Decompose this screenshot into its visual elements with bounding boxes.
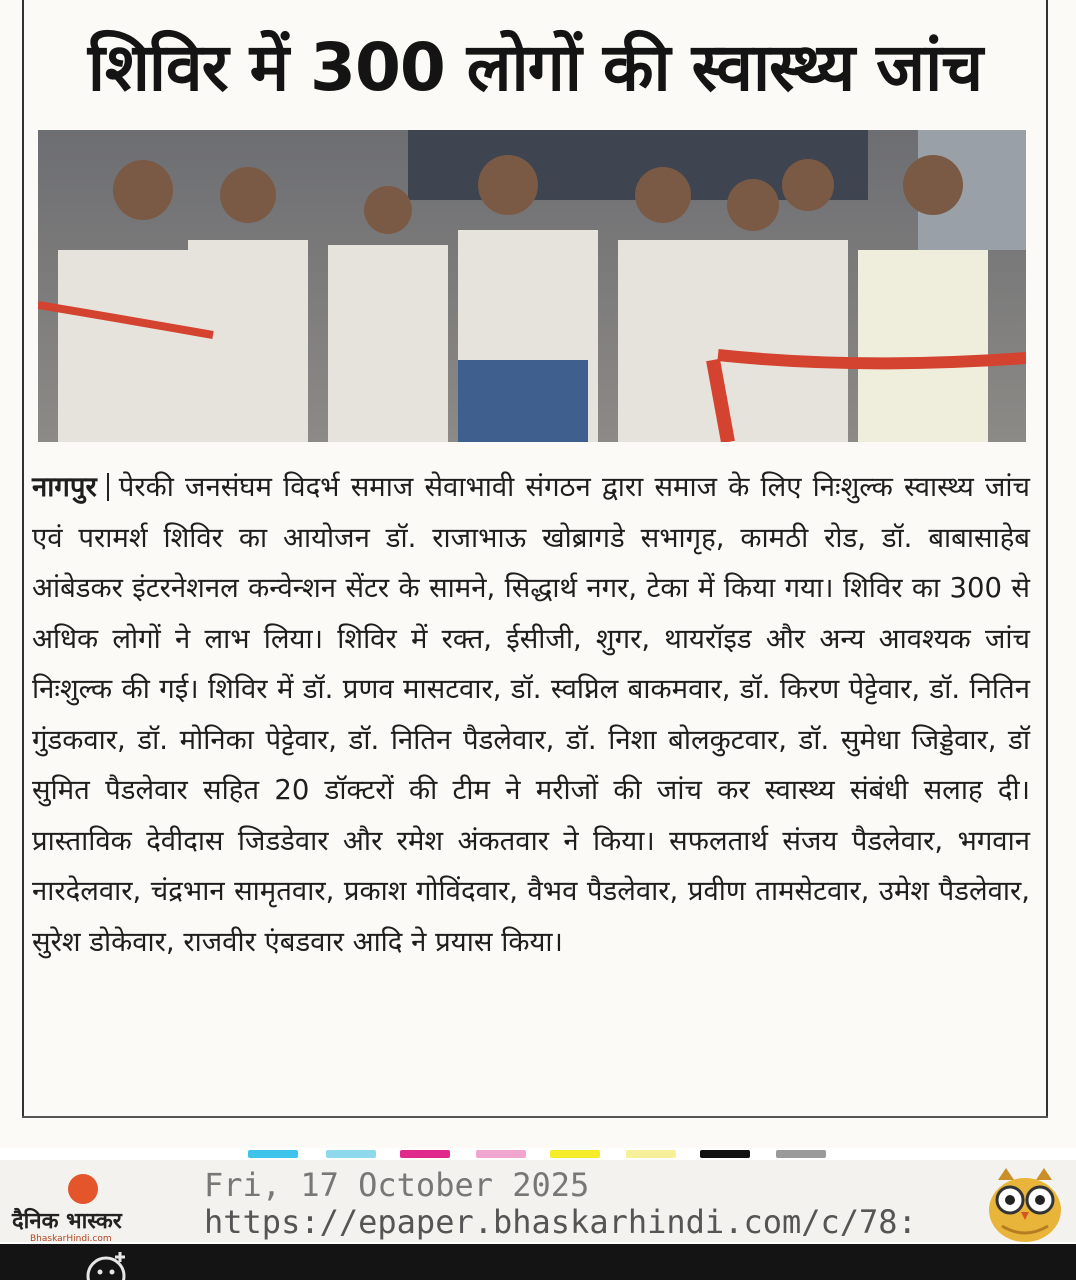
dateline-separator [107,473,109,501]
swatch-yellow [550,1150,600,1158]
headline: शिविर में 300 लोगों की स्वास्थ्य जांच [87,29,983,106]
publication-logo-sub: BhaskarHindi.com [30,1234,112,1244]
publication-logo: दैनिक भास्कर [12,1209,122,1234]
article-body [32,462,1030,1112]
swatch-magenta [400,1150,450,1158]
news-photo [38,130,1026,442]
swatch-light-cyan [326,1150,376,1158]
swatch-cyan [248,1150,298,1158]
swatch-light-yellow [626,1150,676,1158]
capture-date: Fri, 17 October 2025 [204,1166,590,1204]
owl-mascot-icon [980,1160,1070,1246]
clipping-border-right [1046,0,1048,1118]
clipping-border-bottom [22,1116,1048,1118]
bottom-bar [0,1244,1076,1280]
emoji-add-icon[interactable] [80,1248,134,1280]
logo-sun-icon [68,1174,98,1204]
swatch-gray [776,1150,826,1158]
swatch-light-magenta [476,1150,526,1158]
clipping-border-left [22,0,24,1118]
source-url[interactable]: https://epaper.bhaskarhindi.com/c/78: [204,1203,917,1241]
dateline: नागपुर [32,471,97,503]
article-text: पेरकी जनसंघम विदर्भ समाज सेवाभावी संगठन द्वारा समाज के लिए निःशुल्क स्वास्थ्य जांच एवं परामर्श शिविर का आयोजन डॉ. राजाभाऊ खोब्रागडे सभागृह, कामठी रोड, डॉ. बाबासाहेब आंबेडकर इंटरनेशनल कन्वेन्शन सेंटर के सामने, सिद्धार्थ नगर, टेका में किया गया। शिविर का 300 से अधिक लोगों ने लाभ लिया। शिविर में रक्त, ईसीजी, शुगर, थायरॉइड और अन्य आवश्यक जांच निःशुल्क की गई। शिविर में डॉ. प्रणव मासटवार, डॉ. स्वप्निल बाकमवार, डॉ. किरण पेट्टेवार, डॉ. नितिन गुंडकवार, डॉ. मोनिका पेट्टेवार, डॉ. नितिन पैडलेवार, डॉ. निशा बोलकुटवार, डॉ. सुमेधा जिड्डेवार, डॉ सुमित पैडलेवार सहित 20 डॉक्टरों की टीम ने मरीजों की जांच कर स्वास्थ्य संबंधी सलाह दी। प्रास्ताविक देवीदास जिडडेवार और रमेश अंकतवार ने किया। सफलतार्थ संजय पैडलेवार, भगवान नारदेलवार, चंद्रभान सामृतवार, प्रकाश गोविंदवार, वैभव पैडलेवार, प्रवीण तामसेटवार, उमेश पैडलेवार, सुरेश डोकेवार, राजवीर एंबडवार आदि ने प्रयास किया। [32,471,1030,958]
swatch-black [700,1150,750,1158]
